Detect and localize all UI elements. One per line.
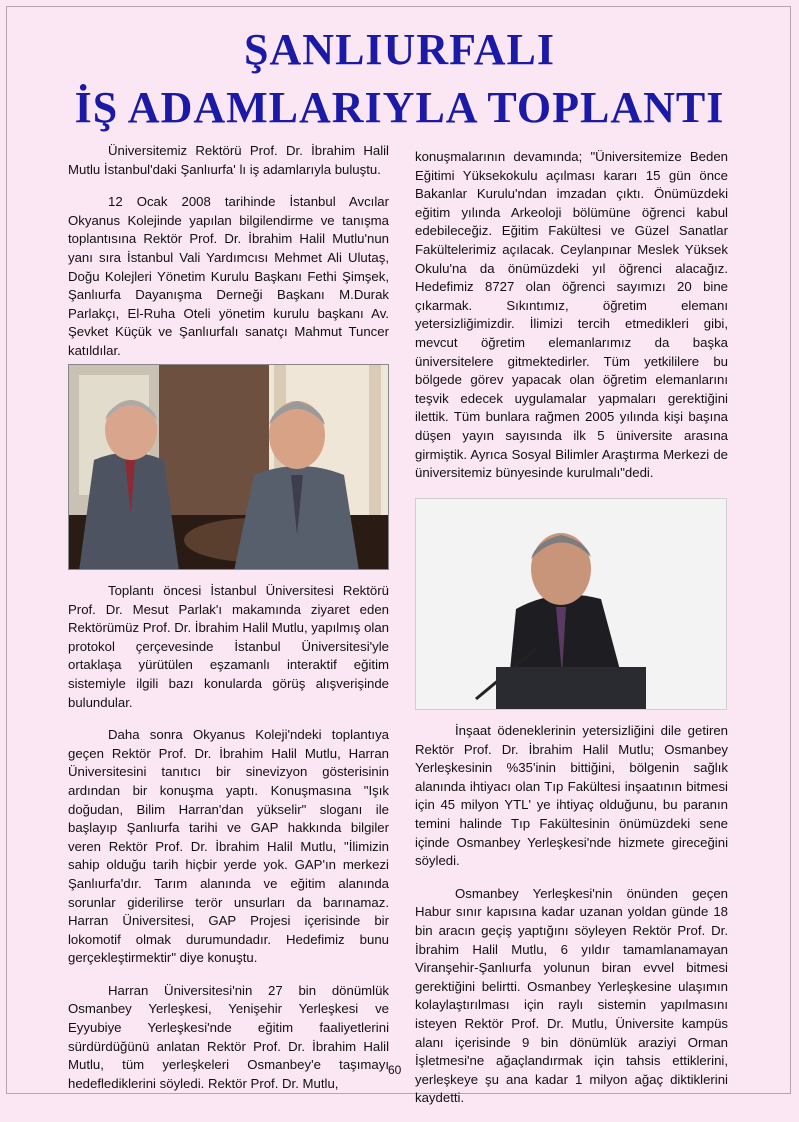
right-column-bottom: [415, 722, 728, 1122]
paragraph: Osmanbey Yerleşkesi'nin önünden geçen Habur sınır kapısına kadar uzanan yoldan günde 18 bin aracın geçiş yaptığını söyleyen Rektör Prof. Dr. İbrahim Halil Mutlu, 6 yıldır tamamlanamayan Viranşehir-Şanlıurfa yolunun biran evvel bitmesi gerektiğini belirtti. Osmanbey Yerleşkesine ulaşımın kolaylaştırılması için raylı sistemin yapılmasını isteyen Rektör Prof. Dr. Mutlu, Üniversite kampüs alanı içerisinde 9 bin dönümlük araziyi Orman İşletmesi'ne ağaçlandırmak için tahsis ettiklerini, yerleşkeye şu ana kadar 1 milyon ağaç diktiklerini kaydetti.: [415, 885, 728, 1106]
paragraph: 12 Ocak 2008 tarihinde İstanbul Avcılar Okyanus Kolejinde yapılan bilgilendirme ve tanışma toplantısına Rektör Prof. Dr. İbrahim Halil Mutlu'nun yanı sıra İstanbul Vali Yardımcısı Mehmet Ali Ulutaş, Doğu Kolejleri Yönetim Kurulu Başkanı Fethi Şimşek, Şanlıurfa Dayanışma Derneği Başkanı M.Durak Parlakçı, El-Ruha Oteli yönetim kurulu başkanı Av. Şevket Küçük ve Şanlıurfalı sanatçı Mahmut Tuncer katıldılar.: [68, 194, 389, 358]
paragraph: Toplantı öncesi İstanbul Üniversitesi Rektörü Prof. Dr. Mesut Parlak'ı makamında ziyaret eden Rektörümüz Prof. Dr. İbrahim Halil Mutlu, yapılmış olan protokol çerçevesinde İstanbul Üniversitesi'yle ortaklaşa yürütülen eşzamanlı interaktif eğitim sistemiyle ilgili bazı konularda görüş alışverişinde bulundular.: [68, 583, 390, 710]
right-column-top: [415, 148, 728, 497]
meeting-photo-image: [69, 365, 389, 570]
left-column-bottom: [68, 582, 389, 1107]
headline-line-1: ŞANLIURFALI: [244, 25, 555, 74]
left-column-top: [68, 142, 389, 375]
paragraph: İnşaat ödeneklerinin yetersizliğini dile getiren Rektör Prof. Dr. İbrahim Halil Mutlu; Osmanbey Yerleşkesinin %35'inin bittiğini, bölgenin sağlık alanında ihtiyacı olan Tıp Fakültesi inşaatının bitmesi için 45 milyon YTL' ye ihtiyaç olduğunu, bu paranın temini halinde Tıp Fakültesinin önümüzdeki sene içinde Osmanbey Yerleşkesi'nde hizmete gireceğini söyledi.: [415, 723, 728, 869]
paragraph: konuşmalarının devamında; "Üniversitemize Beden Eğitimi Yüksekokulu açılması kararı 15 gün önce Bakanlar Kurulu'ndan imzadan çıktı. Önümüzdeki eğitim yılında Arkeoloji bölümüne öğrenci kabul edebileceğiz. Eğitim Fakültesi ve Güzel Sanatlar Fakültelerimiz açılacak. Ceylanpınar Meslek Yüksek Okulu'na da önümüzdeki yıl öğrenci alacağız. Hedefimiz 8727 olan öğrenci sayımızı 20 bine çıkarmak. Sıkıntımız, öğretim elemanı yetersizliğimizdir. İlimizi tercih etmedikleri gibi, mevcut öğretim elemanlarımız da başka üniversitelere gitmektedirler. Tüm yetkililere bu bölgede görev yapacak olan öğretim elemanlarını teşvik edecek uygulamalar yapmaları gerektiğini ilettik. Tüm bunlara rağmen 2005 yılında kişi başına düşen yayın sayısında ilk 5 üniversite arasına girmiştik. Ayrıca Sosyal Bilimler Araştırma Merkezi de üniversitemiz bünyesinde kurulmalı"dedi.: [415, 149, 728, 481]
speaker-photo-image: [416, 499, 727, 710]
page-number: 60: [388, 1063, 402, 1077]
speaker-photo: [415, 498, 727, 710]
paragraph: Üniversitemiz Rektörü Prof. Dr. İbrahim Halil Mutlu İstanbul'daki Şanlıurfa' lı iş adamlarıyla buluştu.: [68, 143, 389, 177]
meeting-photo: [68, 364, 389, 570]
paragraph: Harran Üniversitesi'nin 27 bin dönümlük Osmanbey Yerleşkesi, Yenişehir Yerleşkesi ve Eyyubiye Yerleşkesi'nde eğitim faaliyetlerini sürdürdüğünü anlatan Rektör Prof. Dr. İbrahim Halil Mutlu, tüm yerleşkeleri Osmanbey'e taşımayı hedeflediklerini söyledi. Rektör Prof. Dr. Mutlu,: [68, 982, 389, 1091]
paragraph: Daha sonra Okyanus Koleji'ndeki toplantıya geçen Rektör Prof. Dr. İbrahim Halil Mutlu, Harran Üniversitesini tanıtıcı bir sinevizyon gösterisinin ardından bir konuşma yaptı. Konuşmasına "Işık doğudan, Bilim Harran'dan yükselir" sloganı ile başlayıp Şanlıurfa tarihi ve GAP hakkında bilgiler veren Rektör Prof. Dr. İbrahim Halil Mutlu, "İlimizin sahip olduğu tarih hiçbir yerde yok. GAP'ın merkezi Şanlıurfa'dır. Tarım alanında ve eğitim alanında sorunlar giderilirse terör unsurları da barınamaz. Harran Üniversitesi, GAP Projesi içerisinde bir lokomotif olmak durumundadır. Hedefimiz bunu gerçekleştirmektir" diye konuştu.: [68, 727, 389, 966]
headline-line-2: İŞ ADAMLARIYLA TOPLANTI: [74, 83, 725, 132]
